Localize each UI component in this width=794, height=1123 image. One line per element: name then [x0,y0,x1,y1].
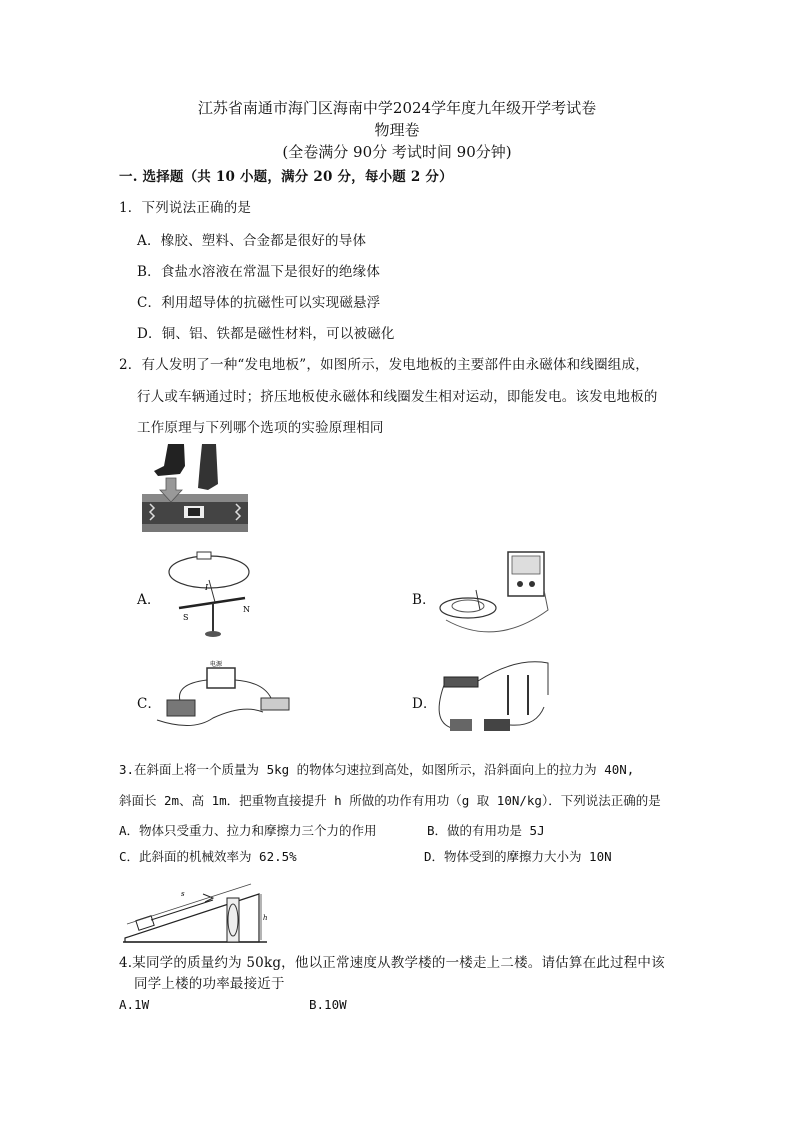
question-1-stem: 1．下列说法正确的是 [119,200,252,216]
question-3-option-a: A．物体只受重力、拉力和摩擦力三个力的作用 [119,823,377,838]
question-3-stem-line-1: 3.在斜面上将一个质量为 5kg 的物体匀速拉到高处，如图所示，沿斜面向上的拉力为 40N, [119,762,635,777]
question-2-option-a-label: A． [137,592,161,608]
option-c-power-label: 电源 [210,661,223,668]
question-2-stem-line-2: 行人或车辆通过时；挤压地板使永磁体和线圈发生相对运动，即能发电。该发电地板的 [137,389,658,405]
question-2-option-b-label: B． [412,592,436,608]
option-d-figure [436,655,554,741]
question-3-option-c: C．此斜面的机械效率为 62.5% [119,849,297,864]
incline-length-label: s [181,890,185,898]
question-2-option-d-label: D． [412,696,437,712]
option-a-south-label: S [183,613,189,622]
question-3-option-d: D．物体受到的摩擦力大小为 10N [424,849,612,864]
question-2-stem-line-3: 工作原理与下列哪个选项的实验原理相同 [137,420,384,436]
option-b-figure [436,550,554,646]
question-4-option-b: B.10W [309,997,347,1012]
question-2-option-c-label: C． [137,696,162,712]
question-3-option-b: B．做的有用功是 5J [427,823,545,838]
option-a-north-label: N [243,605,250,614]
question-1-option-c: C．利用超导体的抗磁性可以实现磁悬浮 [137,295,381,311]
option-c-figure [153,660,303,732]
exam-subtitle: 物理卷 [374,121,420,139]
question-3-stem-line-2: 斜面长 2m、高 1m．把重物直接提升 h 所做的功作有用功（g 取 10N/kg）．下列说法正确的是 [119,793,661,808]
question-1-option-b: B．食盐水溶液在常温下是很好的绝缘体 [137,264,381,280]
question-4-stem-line-1: 4.某同学的质量约为 50kg，他以正常速度从教学楼的一楼走上二楼。请估算在此过程中该 [119,955,665,971]
question-1-option-a: A．橡胶、塑料、合金都是很好的导体 [137,233,367,249]
question-4-option-a: A.1W [119,997,150,1012]
question-2-stem-line-1: 2．有人发明了一种“发电地板”，如图所示，发电地板的主要部件由永磁体和线圈组成， [119,357,649,373]
section-heading: 一. 选择题（共 10 小题，满分 20 分，每小题 2 分） [119,169,453,185]
inclined-plane-figure [121,870,271,946]
generating-floor-figure [140,444,250,542]
option-a-figure [163,550,263,640]
option-a-current-label: I [205,583,209,592]
question-1-option-d: D．铜、铝、铁都是磁性材料，可以被磁化 [137,326,395,342]
incline-height-label: h [263,914,268,922]
exam-info: (全卷满分 90分 考试时间 90分钟) [282,143,512,161]
exam-title: 江苏省南通市海门区海南中学2024学年度九年级开学考试卷 [197,99,597,117]
question-4-stem-line-2: 同学上楼的功率最接近于 [134,976,285,992]
